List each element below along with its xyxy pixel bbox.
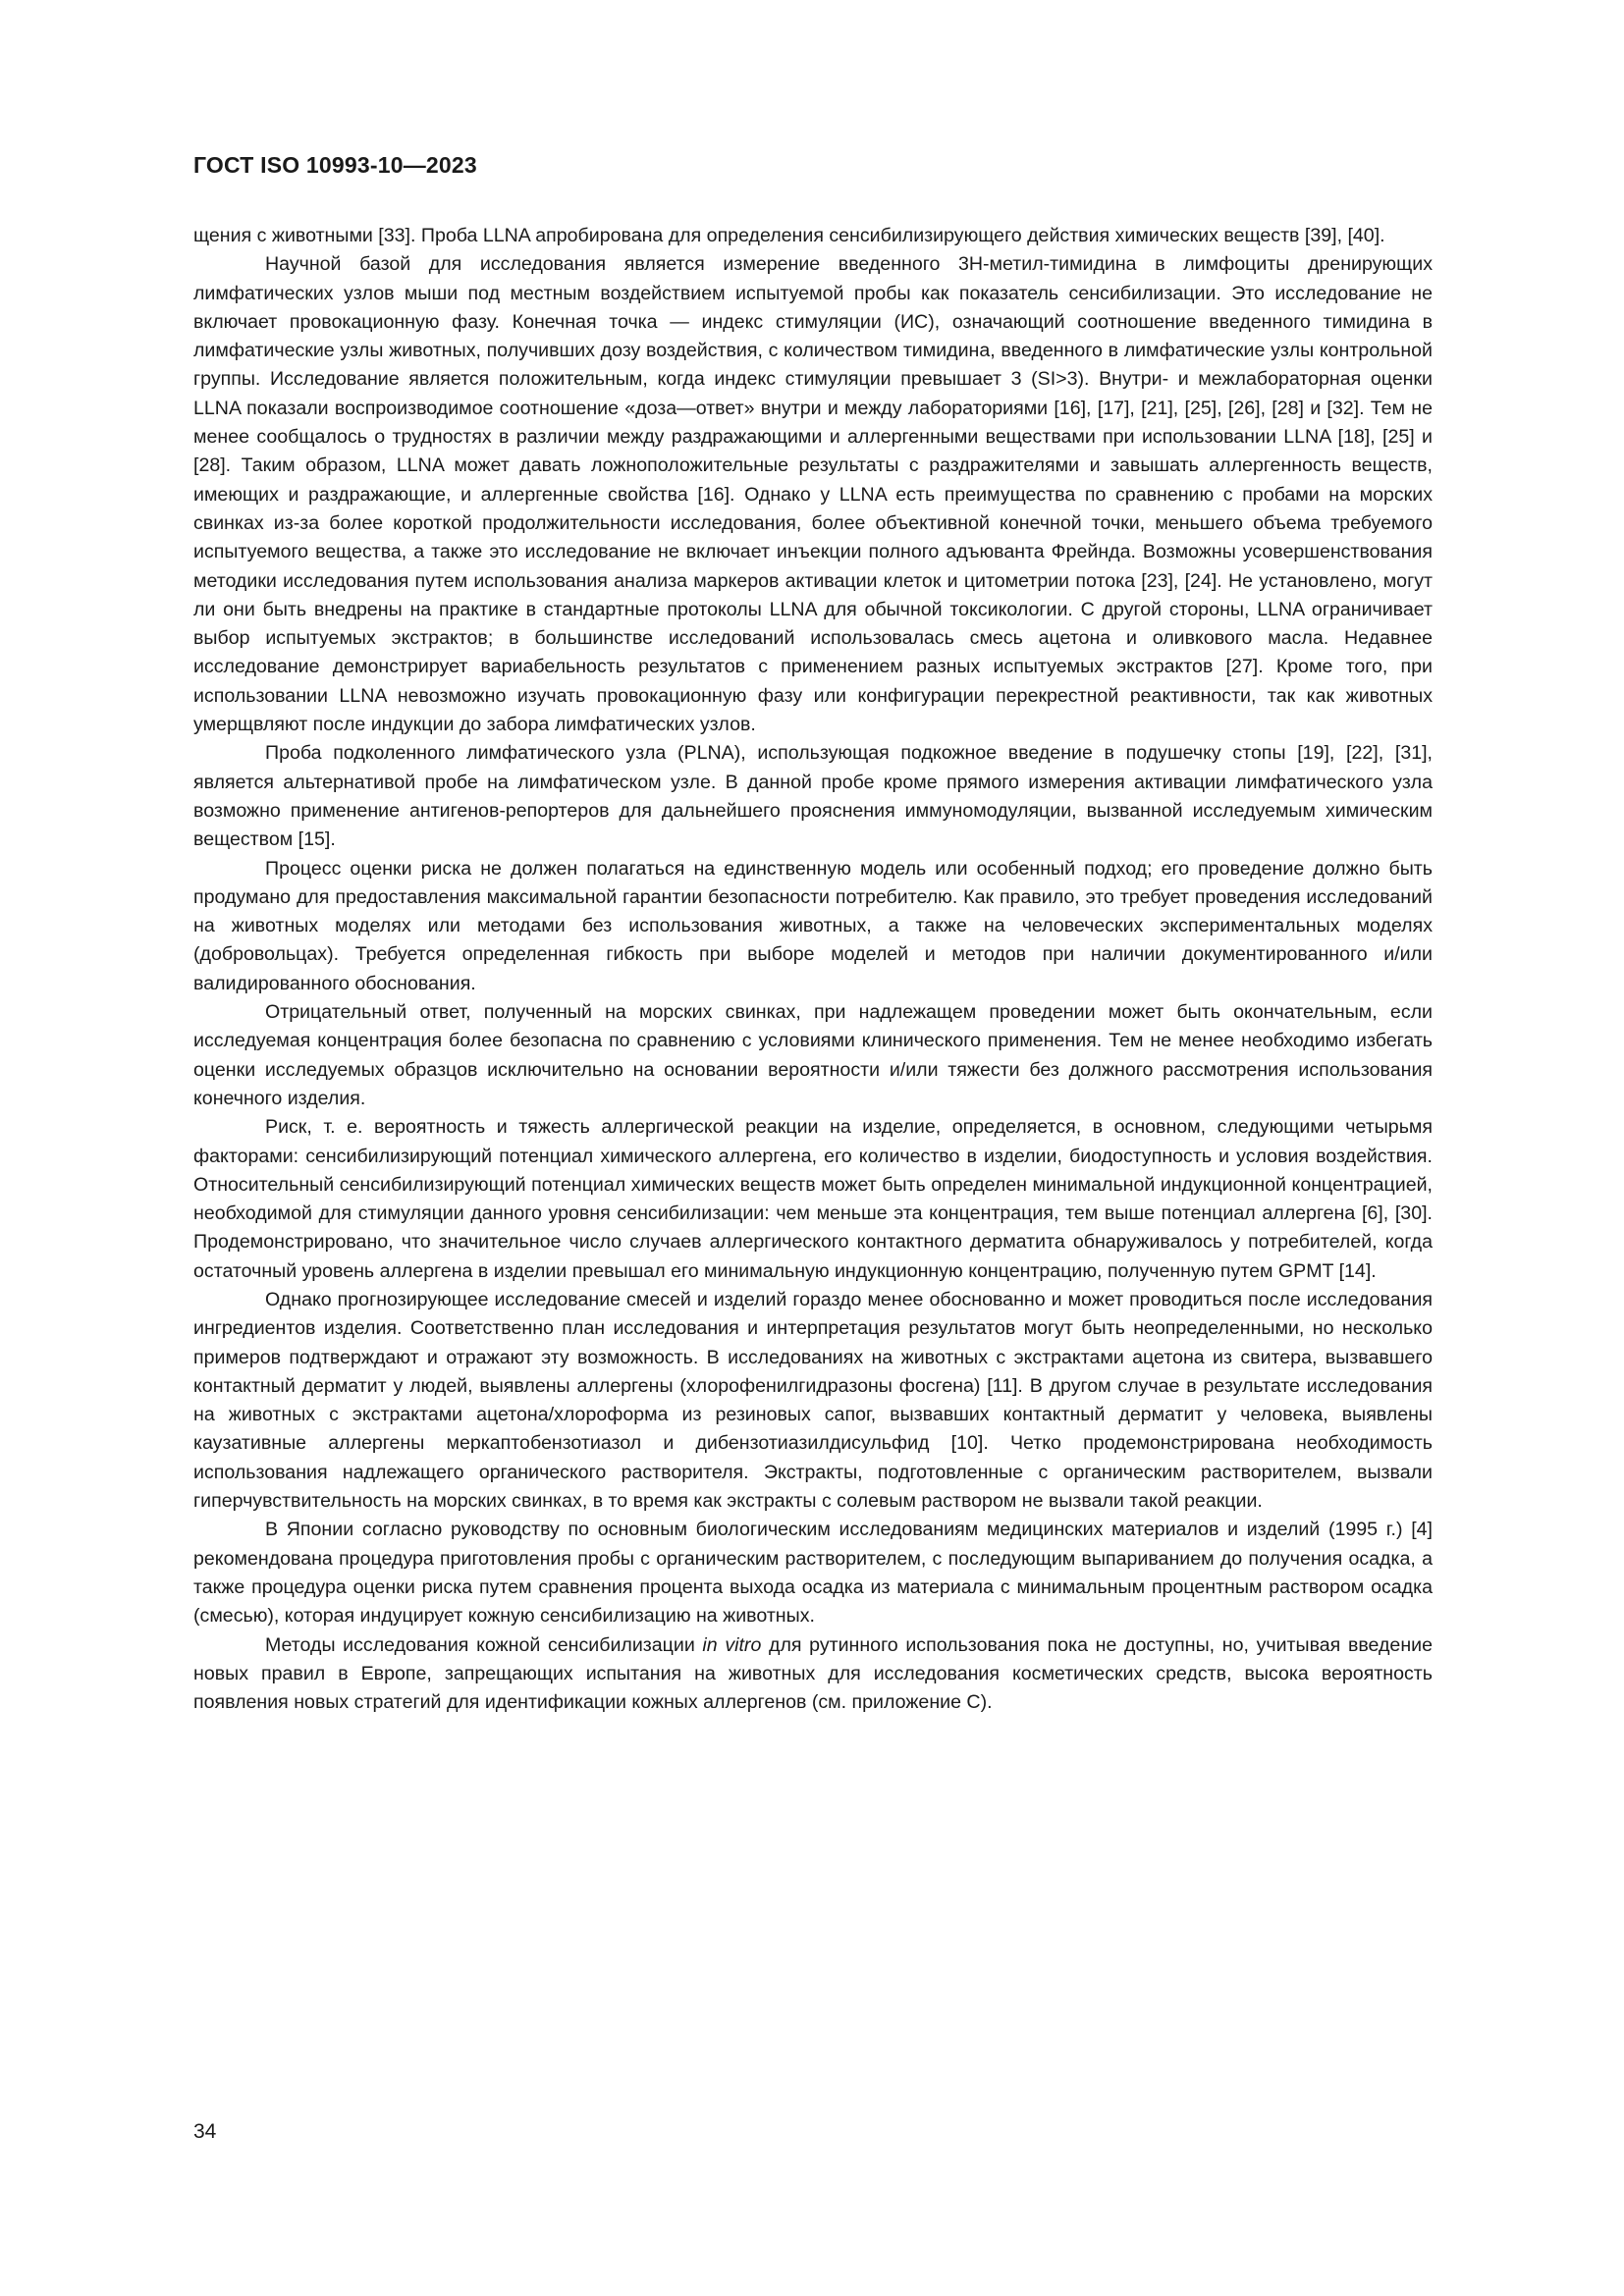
paragraph-japan-guidance: В Японии согласно руководству по основным биологическим исследованиям медицинских материалов и изделий (1995 г.) [4] рекомендована процедура приготовления пробы с органическим растворителем, с последующим выпариванием до получения осадка, а также процедура оценки риска путем сравнения процента выхода осадка из материала с минимальным процентным раствором осадка (смесью), которая индуцирует кожную сенсибилизацию на животных. [193,1519,1433,1628]
paragraph-llna-method: Научной базой для исследования является измерение введенного 3Н-метил-тимидина в лимфоциты дренирующих лимфатических узлов мыши под местным воздействием испытуемой пробы как показатель сенсибилизации. Это исследование не включает провокационную фазу. Конечная точка — индекс стимуляции (ИС), означающий соотношение введенного тимидина в лимфатические узлы животных, получивших дозу воздействия, с количеством тимидина, введенного в лимфатические узлы контрольной группы. Исследование является положительным, когда индекс стимуляции превышает 3 (SI>3). Внутри- и межлабораторная оценки LLNA показали воспроизводимое соотношение «доза—ответ» внутри и между лабораториями [16], [17], [21], [25], [26], [28] и [32]. Тем не менее сообщалось о трудностях в различии между раздражающими и аллергенными веществами при использовании LLNA [18], [25] и [28]. Таким образом, LLNA может давать ложноположительные результаты с раздражителями и завышать аллергенность веществ, имеющих и раздражающие, и аллергенные свойства [16]. Однако у LLNA есть преимущества по сравнению с пробами на морских свинках из-за более короткой продолжительности исследования, более объективной конечной точки, меньшего объема требуемого испытуемого вещества, а также это исследование не включает инъекции полного адъюванта Фрейнда. Возможны усовершенствования методики исследования путем использования анализа маркеров активации клеток и цитометрии потока [23], [24]. Не установлено, могут ли они быть внедрены на практике в стандартные протоколы LLNA для обычной токсикологии. С другой стороны, LLNA ограничивает выбор испытуемых экстрактов; в большинстве исследований использовалась смесь ацетона и оливкового масла. Недавнее исследование демонстрирует вариабельность результатов с применением разных испытуемых экстрактов [27]. Кроме того, при использовании LLNA невозможно изучать провокационную фазу или конфигурации перекрестной реактивности, так как животных умерщвляют после индукции до забора лимфатических узлов. [193,253,1433,736]
paragraph-in-vitro-before: Методы исследования кожной сенсибилизации [265,1633,703,1656]
paragraph-risk-assessment: Процесс оценки риска не должен полагаться на единственную модель или особенный подход; его проведение должно быть продумано для предоставления максимальной гарантии безопасности потребителю. Как правило, это требует проведения исследований на животных моделях или методами без использования животных, а также на человеческих экспериментальных моделях (добровольцах). Требуется определенная гибкость при выборе моделей и методов при наличии документированного и/или валидированного обоснования. [193,857,1433,994]
page-number: 34 [193,2120,217,2143]
paragraph-negative-response: Отрицательный ответ, полученный на морских свинках, при надлежащем проведении может быть окончательным, если исследуемая концентрация более безопасна по сравнению с условиями клинического применения. Тем не менее необходимо избегать оценки исследуемых образцов исключительно на основании вероятности и/или тяжести без должного рассмотрения использования конечного изделия. [193,1001,1433,1109]
paragraph-plna: Проба подколенного лимфатического узла (PLNA), использующая подкожное введение в подушечку стопы [19], [22], [31], является альтернативой пробе на лимфатическом узле. В данной пробе кроме прямого измерения активации лимфатического узла возможно применение антигенов-репортеров для дальнейшего прояснения иммуномодуляции, вызванной исследуемым химическим веществом [15]. [193,742,1433,851]
paragraph-predictive-study: Однако прогнозирующее исследование смесей и изделий гораздо менее обоснованно и может проводиться после исследования ингредиентов изделия. Соответственно план исследования и интерпретация результатов могут быть неопределенными, но несколько примеров подтверждают и отражают эту возможность. В исследованиях на животных с экстрактами ацетона из свитера, вызвавшего контактный дерматит у людей, выявлены аллергены (хлорофенилгидразоны фосгена) [11]. В другом случае в результате исследования на животных с экстрактами ацетона/хлороформа из резиновых сапог, вызвавших контактный дерматит у человека, выявлены каузативные аллергены меркаптобензотиазол и дибензотиазилдисульфид [10]. Четко продемонстрирована необходимость использования надлежащего органического растворителя. Экстракты, подготовленные с органическим растворителем, вызвали гиперчувствительность на морских свинках, в то время как экстракты с солевым раствором не вызвали такой реакции. [193,1288,1433,1513]
paragraph-continuation: щения с животными [33]. Проба LLNA апробирована для определения сенсибилизирующего действия химических веществ [39], [40]. [193,225,1385,246]
paragraph-risk-factors: Риск, т. е. вероятность и тяжесть аллергической реакции на изделие, определяется, в основном, следующими четырьмя факторами: сенсибилизирующий потенциал химического аллергена, его количество в изделии, биодоступность и условия воздействия. Относительный сенсибилизирующий потенциал химических веществ может быть определен минимальной индукционной концентрацией, необходимой для стимуляции данного уровня сенсибилизации: чем меньше эта концентрация, тем выше потенциал аллергена [6], [30]. Продемонстрировано, что значительное число случаев аллергического контактного дерматита обнаруживалось у потребителей, когда остаточный уровень аллергена в изделии превышал его минимальную индукционную концентрацию, полученную путем GPMT [14]. [193,1116,1433,1282]
paragraph-in-vitro [193,1631,1433,1718]
document-body [193,222,1433,1717]
paragraph-in-vitro-after: для рутинного использования пока не доступны, но, учитывая введение новых правил в Европе, запрещающих испытания на животных для исследования косметических средств, высока вероятность появления новых стратегий для идентификации кожных аллергенов (см. приложение С). [193,1633,1433,1714]
paragraph-in-vitro-italic: in vitro [702,1633,762,1656]
document-standard-code: ГОСТ ISO 10993-10—2023 [193,152,477,178]
